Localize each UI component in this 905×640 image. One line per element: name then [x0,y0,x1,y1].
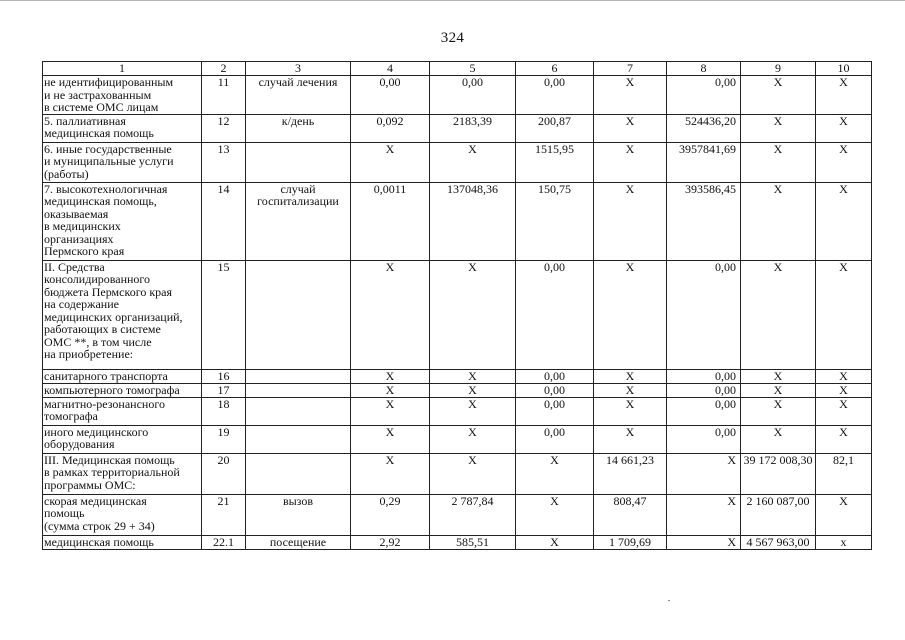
table-header-row [43,62,872,76]
cost-norm-cell: 585,51 [430,535,516,549]
oms-sum-cell: Х [741,383,816,397]
share-percent-cell: Х [816,114,872,142]
cost-norm-cell: Х [430,453,516,494]
table-row [43,383,872,397]
cost-norm-cell: 2183,39 [430,114,516,142]
oms-sum-cell: Х [741,76,816,115]
column-number: 3 [246,62,351,76]
per-capita-oms-cell: Х [594,76,667,115]
cost-norm-cell: 2 787,84 [430,494,516,535]
budget-sum-cell: Х [667,535,741,549]
per-capita-oms-cell: 808,47 [594,494,667,535]
row-name-cell: 7. высокотехнологичная медицинская помощь, оказываемая в медицинских организациях Пермского края [43,182,202,260]
table-row [43,535,872,549]
per-capita-oms-cell: Х [594,397,667,425]
pencil-mark [668,600,670,601]
oms-sum-cell: Х [741,114,816,142]
unit-cell [246,453,351,494]
column-number: 9 [741,62,816,76]
table-row [43,182,872,260]
unit-cell [246,142,351,182]
line-number-cell: 16 [202,369,246,383]
share-percent-cell: х [816,535,872,549]
unit-cell [246,260,351,369]
share-percent-cell: 82,1 [816,453,872,494]
table-row [43,142,872,182]
cost-norm-cell: 0,00 [430,76,516,115]
row-name-cell: медицинская помощь [43,535,202,549]
line-number-cell: 22.1 [202,535,246,549]
oms-sum-cell: Х [741,142,816,182]
row-name-cell: иного медицинского оборудования [43,425,202,453]
column-number: 8 [667,62,741,76]
per-capita-oms-cell: 14 661,23 [594,453,667,494]
volume-norm-cell: Х [351,369,430,383]
per-capita-oms-cell: Х [594,260,667,369]
per-capita-oms-cell: Х [594,369,667,383]
unit-cell [246,369,351,383]
per-capita-oms-cell: Х [594,383,667,397]
unit-cell [246,425,351,453]
per-capita-oms-cell: Х [594,182,667,260]
unit-cell: случай госпитализации [246,182,351,260]
row-name-cell: магнитно-резонансного томографа [43,397,202,425]
line-number-cell: 13 [202,142,246,182]
volume-norm-cell: Х [351,260,430,369]
oms-sum-cell: Х [741,369,816,383]
table-row [43,76,872,115]
volume-norm-cell: Х [351,453,430,494]
row-name-cell: III. Медицинская помощь в рамках территориальной программы ОМС: [43,453,202,494]
oms-sum-cell: Х [741,182,816,260]
line-number-cell: 17 [202,383,246,397]
budget-sum-cell: 0,00 [667,383,741,397]
budget-sum-cell: 0,00 [667,76,741,115]
line-number-cell: 14 [202,182,246,260]
per-capita-budget-cell: 200,87 [516,114,594,142]
row-name-cell: II. Средства консолидированного бюджета Пермского края на содержание медицинских организаций, работающих в системе ОМС **, в том числе на приобретение: [43,260,202,369]
table-row [43,397,872,425]
column-number: 1 [43,62,202,76]
scan-edge-line [0,0,905,1]
volume-norm-cell: 0,29 [351,494,430,535]
volume-norm-cell: Х [351,383,430,397]
share-percent-cell: Х [816,383,872,397]
line-number-cell: 21 [202,494,246,535]
cost-norm-cell: 137048,36 [430,182,516,260]
budget-sum-cell: 0,00 [667,397,741,425]
table-row [43,260,872,369]
per-capita-budget-cell: 0,00 [516,383,594,397]
share-percent-cell: Х [816,425,872,453]
per-capita-oms-cell: Х [594,425,667,453]
per-capita-budget-cell: Х [516,535,594,549]
oms-sum-cell: 2 160 087,00 [741,494,816,535]
oms-sum-cell: Х [741,425,816,453]
cost-norm-cell: Х [430,383,516,397]
unit-cell: вызов [246,494,351,535]
volume-norm-cell: Х [351,397,430,425]
volume-norm-cell: Х [351,142,430,182]
share-percent-cell: Х [816,369,872,383]
volume-norm-cell: Х [351,425,430,453]
budget-sum-cell: 393586,45 [667,182,741,260]
cost-norm-cell: Х [430,425,516,453]
cost-norm-cell: Х [430,397,516,425]
budget-sum-cell: 3957841,69 [667,142,741,182]
per-capita-budget-cell: 0,00 [516,397,594,425]
row-name-cell: скорая медицинская помощь (сумма строк 29 + 34) [43,494,202,535]
column-number: 5 [430,62,516,76]
cost-norm-cell: Х [430,369,516,383]
unit-cell [246,383,351,397]
line-number-cell: 19 [202,425,246,453]
line-number-cell: 15 [202,260,246,369]
per-capita-budget-cell: 0,00 [516,425,594,453]
line-number-cell: 18 [202,397,246,425]
column-number: 7 [594,62,667,76]
per-capita-budget-cell: 1515,95 [516,142,594,182]
budget-sum-cell: 0,00 [667,425,741,453]
oms-sum-cell: Х [741,397,816,425]
row-name-cell: 6. иные государственные и муниципальные услуги (работы) [43,142,202,182]
unit-cell: к/день [246,114,351,142]
per-capita-budget-cell: 0,00 [516,76,594,115]
per-capita-budget-cell: 0,00 [516,260,594,369]
per-capita-oms-cell: Х [594,142,667,182]
table-row [43,114,872,142]
row-name-cell: санитарного транспорта [43,369,202,383]
line-number-cell: 20 [202,453,246,494]
unit-cell: посещение [246,535,351,549]
per-capita-budget-cell: Х [516,494,594,535]
column-number: 4 [351,62,430,76]
per-capita-oms-cell: Х [594,114,667,142]
per-capita-budget-cell: 0,00 [516,369,594,383]
column-number: 2 [202,62,246,76]
budget-sum-cell: 0,00 [667,260,741,369]
volume-norm-cell: 0,00 [351,76,430,115]
volume-norm-cell: 0,0011 [351,182,430,260]
line-number-cell: 11 [202,76,246,115]
share-percent-cell: Х [816,494,872,535]
column-number: 10 [816,62,872,76]
cost-norm-cell: Х [430,260,516,369]
share-percent-cell: Х [816,260,872,369]
share-percent-cell: Х [816,142,872,182]
volume-norm-cell: 2,92 [351,535,430,549]
line-number-cell: 12 [202,114,246,142]
page-number: 324 [440,30,465,46]
oms-sum-cell: Х [741,260,816,369]
row-name-cell: компьютерного томографа [43,383,202,397]
per-capita-oms-cell: 1 709,69 [594,535,667,549]
unit-cell [246,397,351,425]
cost-norm-cell: Х [430,142,516,182]
per-capita-budget-cell: 150,75 [516,182,594,260]
unit-cell: случай лечения [246,76,351,115]
oms-sum-cell: 39 172 008,30 [741,453,816,494]
column-number: 6 [516,62,594,76]
share-percent-cell: Х [816,182,872,260]
volume-norm-cell: 0,092 [351,114,430,142]
oms-sum-cell: 4 567 963,00 [741,535,816,549]
budget-sum-cell: 524436,20 [667,114,741,142]
row-name-cell: не идентифицированным и не застрахованным в системе ОМС лицам [43,76,202,115]
table-row [43,425,872,453]
budget-sum-cell: Х [667,494,741,535]
share-percent-cell: Х [816,76,872,115]
budget-sum-cell: 0,00 [667,369,741,383]
table-row [43,453,872,494]
per-capita-budget-cell: Х [516,453,594,494]
table-row [43,494,872,535]
budget-table [42,61,872,550]
table-row [43,369,872,383]
share-percent-cell: Х [816,397,872,425]
budget-sum-cell: Х [667,453,741,494]
row-name-cell: 5. паллиативная медицинская помощь [43,114,202,142]
